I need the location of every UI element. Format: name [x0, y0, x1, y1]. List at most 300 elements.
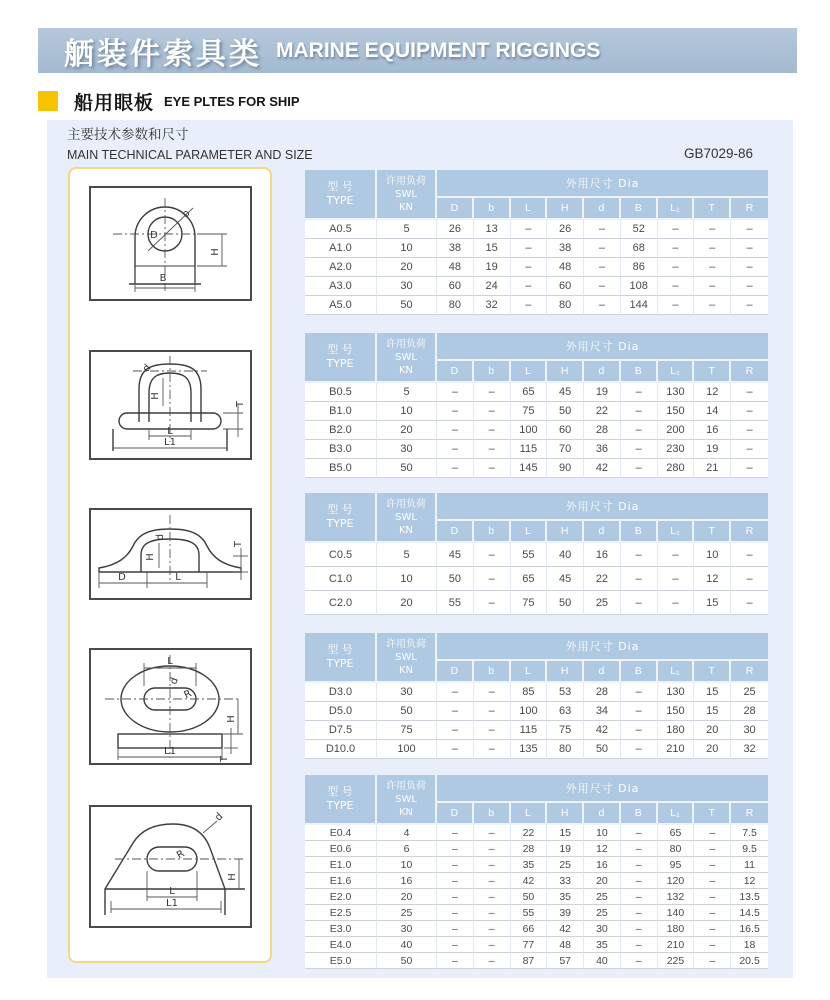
value-cell: 28	[584, 683, 621, 702]
value-cell: –	[621, 591, 658, 615]
value-cell: 10	[377, 402, 437, 421]
value-cell: 22	[511, 825, 548, 841]
type-cell: B3.0	[305, 440, 377, 459]
table-c-header	[305, 493, 768, 543]
table-series-a	[305, 170, 768, 315]
table-row	[305, 220, 768, 239]
value-cell: 7.5	[731, 825, 768, 841]
value-cell: –	[658, 277, 695, 296]
value-cell: –	[694, 937, 731, 953]
value-cell: 75	[511, 402, 548, 421]
value-cell: –	[474, 841, 511, 857]
value-cell: –	[694, 889, 731, 905]
value-cell: –	[621, 889, 658, 905]
value-cell: 75	[511, 591, 548, 615]
drawings-box	[68, 167, 272, 963]
value-cell: –	[658, 220, 695, 239]
value-cell: 50	[437, 567, 474, 591]
type-cell: E0.6	[305, 841, 377, 857]
value-cell: 13.5	[731, 889, 768, 905]
col-header-d: D	[437, 198, 474, 220]
value-cell: –	[731, 239, 768, 258]
col-header-type	[305, 775, 377, 825]
value-cell: 15	[694, 702, 731, 721]
value-cell: 32	[474, 296, 511, 315]
value-cell: –	[621, 825, 658, 841]
value-cell: –	[437, 905, 474, 921]
col-header-t: T	[694, 521, 731, 543]
table-row	[305, 383, 768, 402]
value-cell: –	[474, 921, 511, 937]
value-cell: 39	[547, 905, 584, 921]
value-cell: –	[731, 543, 768, 567]
value-cell: 14.5	[731, 905, 768, 921]
value-cell: 42	[511, 873, 548, 889]
value-cell: 63	[547, 702, 584, 721]
value-cell: 20	[377, 591, 437, 615]
value-cell: 132	[658, 889, 695, 905]
col-header-h: H	[547, 198, 584, 220]
value-cell: 35	[511, 857, 548, 873]
banner-title-zh: 舾装件索具类	[64, 36, 262, 72]
dim-label-l1: L1	[164, 437, 176, 448]
table-row	[305, 721, 768, 740]
value-cell: –	[694, 857, 731, 873]
type-label-zh: 型 号	[327, 642, 353, 656]
value-cell: 21	[694, 459, 731, 478]
banner-title-en: MARINE EQUIPMENT RIGGINGS	[276, 38, 601, 62]
panel-heading-zh: 主要技术参数和尺寸	[67, 127, 189, 143]
col-header-d: d	[584, 361, 621, 383]
col-header-l: L	[511, 521, 548, 543]
col-header-swl	[377, 333, 437, 383]
dim-label-r: R	[174, 848, 187, 862]
value-cell: –	[437, 683, 474, 702]
table-row	[305, 258, 768, 277]
value-cell: –	[731, 440, 768, 459]
value-cell: 15	[474, 239, 511, 258]
value-cell: 80	[658, 841, 695, 857]
value-cell: –	[437, 402, 474, 421]
value-cell: –	[437, 702, 474, 721]
value-cell: 19	[694, 440, 731, 459]
table-e-body	[305, 825, 768, 969]
yellow-square-bullet-icon	[38, 91, 58, 111]
col-header-h: H	[547, 661, 584, 683]
value-cell: 4	[377, 825, 437, 841]
value-cell: 100	[511, 421, 548, 440]
dim-label-t: T	[233, 540, 244, 548]
value-cell: 15	[547, 825, 584, 841]
swl-label-zh: 许用负荷	[386, 638, 426, 650]
table-row	[305, 567, 768, 591]
value-cell: –	[474, 740, 511, 759]
col-header-dimensions: 外用尺寸 Dia	[437, 775, 768, 803]
type-cell: B0.5	[305, 383, 377, 402]
dim-label-r: R	[182, 688, 194, 702]
value-cell: 150	[658, 402, 695, 421]
value-cell: 16	[694, 421, 731, 440]
swl-label-zh: 许用负荷	[386, 498, 426, 510]
value-cell: 150	[658, 702, 695, 721]
value-cell: –	[437, 841, 474, 857]
value-cell: –	[658, 567, 695, 591]
value-cell: –	[584, 239, 621, 258]
col-header-b: B	[621, 661, 658, 683]
value-cell: –	[474, 440, 511, 459]
value-cell: 25	[584, 591, 621, 615]
value-cell: 16	[584, 857, 621, 873]
value-cell: –	[621, 383, 658, 402]
col-header-t: T	[694, 198, 731, 220]
eye-plate-b-figure	[91, 352, 250, 458]
value-cell: –	[621, 937, 658, 953]
value-cell: 48	[547, 937, 584, 953]
table-series-b	[305, 333, 768, 478]
value-cell: 10	[377, 239, 437, 258]
value-cell: 5	[377, 383, 437, 402]
eye-plate-a-figure	[91, 188, 250, 299]
value-cell: 60	[547, 421, 584, 440]
value-cell: 130	[658, 383, 695, 402]
value-cell: 15	[694, 591, 731, 615]
table-d-body	[305, 683, 768, 759]
value-cell: 180	[658, 721, 695, 740]
type-cell: E3.0	[305, 921, 377, 937]
type-label-en: TYPE	[326, 799, 354, 812]
value-cell: 80	[547, 740, 584, 759]
value-cell: 180	[658, 921, 695, 937]
col-header-r: R	[731, 661, 768, 683]
standard-number: GB7029-86	[683, 146, 753, 161]
drawing-eye-plate-type-e	[89, 805, 252, 928]
swl-label-zh: 许用负荷	[386, 780, 426, 792]
value-cell: –	[621, 567, 658, 591]
table-b-body	[305, 383, 768, 478]
value-cell: –	[694, 873, 731, 889]
value-cell: 19	[547, 841, 584, 857]
col-header-t: T	[694, 661, 731, 683]
dim-label-t: T	[235, 400, 246, 408]
table-row	[305, 889, 768, 905]
value-cell: –	[694, 905, 731, 921]
value-cell: 68	[621, 239, 658, 258]
dim-label-l: L	[169, 886, 175, 897]
type-cell: E2.5	[305, 905, 377, 921]
value-cell: 20	[694, 740, 731, 759]
type-cell: D7.5	[305, 721, 377, 740]
value-cell: –	[474, 953, 511, 969]
value-cell: –	[584, 258, 621, 277]
eye-plate-e-figure	[91, 807, 250, 926]
value-cell: –	[474, 543, 511, 567]
value-cell: 19	[474, 258, 511, 277]
col-header-dimensions: 外用尺寸 Dia	[437, 170, 768, 198]
value-cell: –	[437, 721, 474, 740]
value-cell: 5	[377, 543, 437, 567]
value-cell: 20	[584, 873, 621, 889]
col-header-swl	[377, 633, 437, 683]
value-cell: –	[621, 857, 658, 873]
value-cell: –	[474, 683, 511, 702]
table-e-header	[305, 775, 768, 825]
value-cell: 14	[694, 402, 731, 421]
value-cell: 115	[511, 440, 548, 459]
col-header-h: H	[547, 803, 584, 825]
value-cell: 200	[658, 421, 695, 440]
col-header-b: b	[474, 521, 511, 543]
col-header-swl	[377, 170, 437, 220]
value-cell: 19	[584, 383, 621, 402]
table-a-header	[305, 170, 768, 220]
dim-label-l: L	[167, 426, 173, 437]
value-cell: 53	[547, 683, 584, 702]
swl-label-unit: KN	[398, 806, 414, 818]
value-cell: –	[437, 740, 474, 759]
value-cell: –	[694, 258, 731, 277]
value-cell: 6	[377, 841, 437, 857]
type-cell: E4.0	[305, 937, 377, 953]
value-cell: 30	[377, 683, 437, 702]
col-header-d: d	[584, 521, 621, 543]
table-b-header	[305, 333, 768, 383]
value-cell: –	[474, 873, 511, 889]
swl-label-unit: KN	[398, 364, 414, 376]
value-cell: –	[621, 440, 658, 459]
table-row	[305, 937, 768, 953]
dim-label-h: H	[227, 873, 238, 881]
value-cell: –	[731, 459, 768, 478]
section-heading	[38, 89, 300, 113]
value-cell: 210	[658, 937, 695, 953]
value-cell: –	[437, 421, 474, 440]
value-cell: –	[621, 873, 658, 889]
col-header-t: T	[694, 803, 731, 825]
table-row	[305, 543, 768, 567]
type-cell: A5.0	[305, 296, 377, 315]
type-cell: A3.0	[305, 277, 377, 296]
col-header-h: H	[547, 521, 584, 543]
dim-label-h: H	[145, 553, 156, 561]
col-header-b: B	[621, 361, 658, 383]
value-cell: 28	[511, 841, 548, 857]
value-cell: 26	[547, 220, 584, 239]
col-header-t: T	[694, 361, 731, 383]
value-cell: 52	[621, 220, 658, 239]
swl-label-unit: KN	[398, 664, 414, 676]
value-cell: 42	[584, 721, 621, 740]
value-cell: –	[437, 857, 474, 873]
value-cell: 65	[511, 567, 548, 591]
value-cell: 75	[547, 721, 584, 740]
table-row	[305, 459, 768, 478]
value-cell: 25	[584, 889, 621, 905]
value-cell: 26	[437, 220, 474, 239]
value-cell: –	[694, 296, 731, 315]
eye-plate-c-figure	[91, 510, 250, 598]
type-cell: C1.0	[305, 567, 377, 591]
value-cell: –	[621, 402, 658, 421]
type-cell: D5.0	[305, 702, 377, 721]
value-cell: 30	[377, 921, 437, 937]
value-cell: –	[474, 402, 511, 421]
value-cell: 12	[731, 873, 768, 889]
value-cell: 70	[547, 440, 584, 459]
value-cell: –	[658, 591, 695, 615]
swl-label-unit: KN	[398, 201, 414, 213]
value-cell: 87	[511, 953, 548, 969]
col-header-type	[305, 333, 377, 383]
col-header-r: R	[731, 803, 768, 825]
col-header-r: R	[731, 198, 768, 220]
value-cell: 57	[547, 953, 584, 969]
type-label-en: TYPE	[326, 657, 354, 670]
col-header-type	[305, 493, 377, 543]
table-row	[305, 825, 768, 841]
table-row	[305, 296, 768, 315]
dim-label-d: d	[140, 362, 154, 375]
value-cell: 225	[658, 953, 695, 969]
dim-label-l: L	[167, 656, 173, 667]
value-cell: 50	[377, 702, 437, 721]
value-cell: 30	[377, 277, 437, 296]
value-cell: 20.5	[731, 953, 768, 969]
col-header-type	[305, 633, 377, 683]
dim-label-h: H	[226, 715, 237, 723]
value-cell: 130	[658, 683, 695, 702]
value-cell: 45	[547, 567, 584, 591]
value-cell: –	[584, 277, 621, 296]
col-header-b: b	[474, 661, 511, 683]
table-row	[305, 953, 768, 969]
value-cell: –	[694, 277, 731, 296]
col-header-dimensions: 外用尺寸 Dia	[437, 633, 768, 661]
value-cell: –	[658, 239, 695, 258]
value-cell: 50	[377, 296, 437, 315]
dim-label-h: H	[210, 248, 221, 256]
value-cell: 25	[377, 905, 437, 921]
swl-label-en: SWL	[395, 793, 417, 805]
type-cell: E1.6	[305, 873, 377, 889]
value-cell: –	[731, 220, 768, 239]
value-cell: 50	[547, 591, 584, 615]
col-header-l: L	[511, 803, 548, 825]
table-row	[305, 873, 768, 889]
value-cell: 25	[731, 683, 768, 702]
page-banner	[38, 28, 797, 73]
value-cell: –	[731, 296, 768, 315]
col-header-r: R	[731, 361, 768, 383]
value-cell: 77	[511, 937, 548, 953]
col-header-l₁: L₁	[658, 361, 695, 383]
value-cell: –	[511, 220, 548, 239]
type-label-zh: 型 号	[327, 784, 353, 798]
value-cell: 230	[658, 440, 695, 459]
dim-label-d-width: D	[118, 572, 126, 583]
type-label-en: TYPE	[326, 357, 354, 370]
dim-label-d: d	[155, 533, 166, 541]
value-cell: –	[437, 921, 474, 937]
type-cell: E1.0	[305, 857, 377, 873]
value-cell: –	[621, 702, 658, 721]
value-cell: –	[621, 921, 658, 937]
value-cell: –	[474, 905, 511, 921]
type-cell: E0.4	[305, 825, 377, 841]
value-cell: –	[511, 277, 548, 296]
table-row	[305, 857, 768, 873]
value-cell: –	[474, 937, 511, 953]
value-cell: –	[474, 383, 511, 402]
value-cell: 100	[377, 740, 437, 759]
value-cell: –	[621, 543, 658, 567]
value-cell: 86	[621, 258, 658, 277]
section-title-zh: 船用眼板	[74, 91, 155, 114]
value-cell: 66	[511, 921, 548, 937]
col-header-b: b	[474, 198, 511, 220]
col-header-l: L	[511, 661, 548, 683]
value-cell: 33	[547, 873, 584, 889]
value-cell: 95	[658, 857, 695, 873]
value-cell: 85	[511, 683, 548, 702]
value-cell: 145	[511, 459, 548, 478]
col-header-l₁: L₁	[658, 803, 695, 825]
swl-label-en: SWL	[395, 651, 417, 663]
swl-label-unit: KN	[398, 524, 414, 536]
dim-label-b-width: B	[159, 273, 167, 284]
value-cell: 90	[547, 459, 584, 478]
value-cell: –	[474, 591, 511, 615]
value-cell: 120	[658, 873, 695, 889]
value-cell: 22	[584, 567, 621, 591]
value-cell: –	[584, 296, 621, 315]
value-cell: 42	[584, 459, 621, 478]
value-cell: –	[621, 905, 658, 921]
value-cell: 135	[511, 740, 548, 759]
value-cell: –	[621, 421, 658, 440]
type-cell: B2.0	[305, 421, 377, 440]
value-cell: 80	[547, 296, 584, 315]
value-cell: –	[621, 740, 658, 759]
table-row	[305, 841, 768, 857]
value-cell: 50	[511, 889, 548, 905]
value-cell: –	[437, 383, 474, 402]
value-cell: 10	[694, 543, 731, 567]
value-cell: 35	[584, 937, 621, 953]
table-d-header	[305, 633, 768, 683]
col-header-d: d	[584, 198, 621, 220]
value-cell: 75	[377, 721, 437, 740]
col-header-dimensions: 外用尺寸 Dia	[437, 493, 768, 521]
dim-label-h: H	[150, 392, 161, 400]
value-cell: 30	[731, 721, 768, 740]
value-cell: 100	[511, 702, 548, 721]
value-cell: 45	[547, 383, 584, 402]
value-cell: –	[658, 258, 695, 277]
table-row	[305, 740, 768, 759]
type-cell: B1.0	[305, 402, 377, 421]
type-cell: A2.0	[305, 258, 377, 277]
value-cell: 12	[694, 567, 731, 591]
value-cell: 10	[377, 567, 437, 591]
col-header-b: b	[474, 361, 511, 383]
value-cell: 28	[584, 421, 621, 440]
value-cell: 108	[621, 277, 658, 296]
col-header-l: L	[511, 361, 548, 383]
col-header-h: H	[547, 361, 584, 383]
value-cell: –	[621, 721, 658, 740]
value-cell: –	[511, 239, 548, 258]
value-cell: 13	[474, 220, 511, 239]
